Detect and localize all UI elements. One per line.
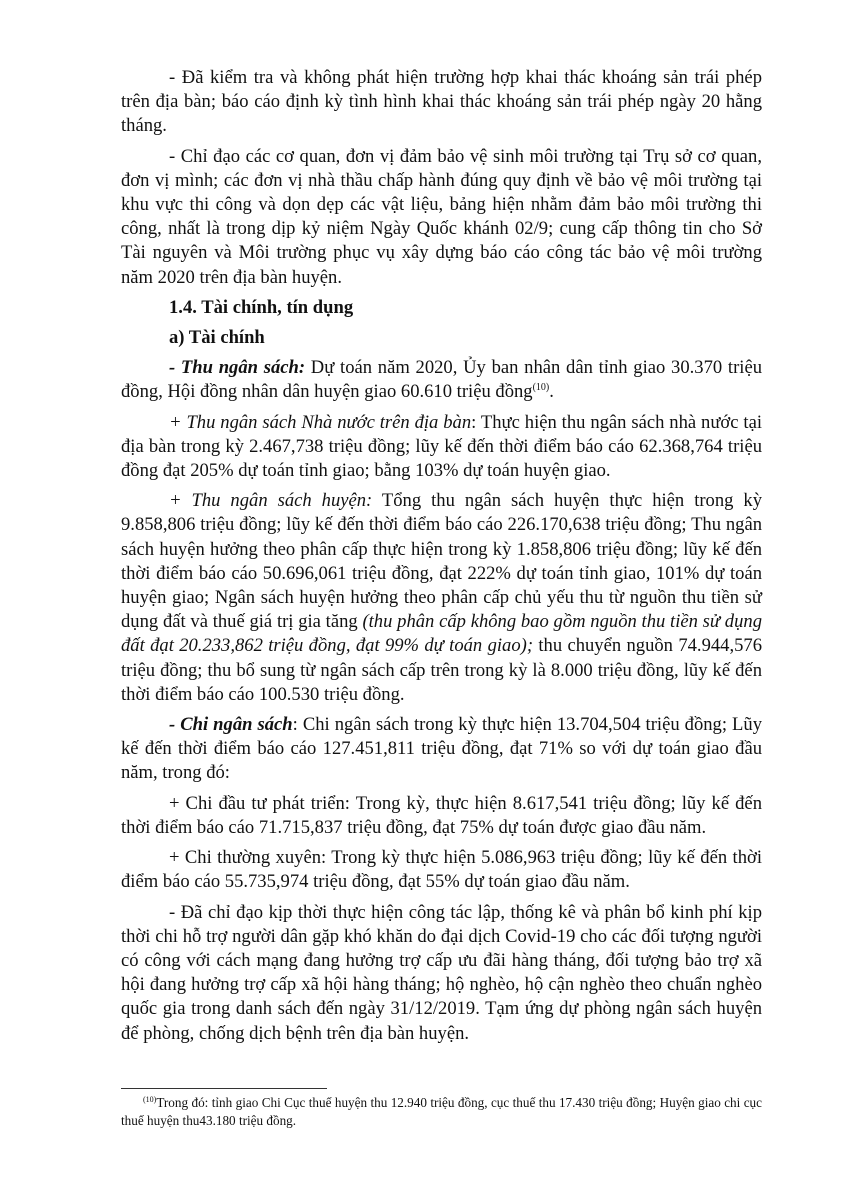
paragraph-investment-expenditure: + Chi đầu tư phát triển: Trong kỳ, thực hiện 8.617,541 triệu đồng; lũy kế đến thời điểm báo cáo 71.715,837 triệu đồng, đạt 75% dự toán được giao đầu năm. [121,792,762,838]
paragraph-recurrent-expenditure: + Chi thường xuyên: Trong kỳ thực hiện 5.086,963 triệu đồng; lũy kế đến thời điểm báo cáo 55.735,974 triệu đồng, đạt 55% dự toán giao đầu năm. [121,847,762,893]
state-budget-label: + Thu ngân sách Nhà nước trên địa bàn [169,411,472,433]
district-budget-label: + Thu ngân sách huyện: [169,490,373,512]
subsection-heading-finance: a) Tài chính [169,327,265,349]
paragraph-environment: - Chỉ đạo các cơ quan, đơn vị đảm bảo vệ sinh môi trường tại Trụ sở cơ quan, đơn vị mình; các đơn vị nhà thầu chấp hành đúng quy định về bảo vệ môi trường tại khu vực thi công và dọn dẹp các vật liệu, bảng hiện nhằm đảm bảo môi trường thi công, nhất là trong dịp kỷ niệm Ngày Quốc khánh 02/9; cung cấp thông tin cho Sở Tài nguyên và Môi trường phục vụ xây dựng báo cáo công tác bảo vệ môi trường năm 2020 trên địa bàn huyện. [121,145,762,288]
budget-expenditure-text: : Chi ngân sách trong kỳ thực hiện 13.704,504 triệu đồng; Lũy kế đến thời điểm báo cáo 127.451,811 triệu đồng, đạt 71% so với dự toán giao đầu năm, trong đó: [121,714,763,784]
footnote-text: Trong đó: tỉnh giao Chi Cục thuế huyện thu 12.940 triệu đồng, cục thuế thu 17.430 triệu đồng; Huyện giao chi cục thuế huyện thu43.180 triệu đồng. [121,1095,762,1128]
budget-revenue-text: Dự toán năm 2020, Ủy ban nhân dân tỉnh giao 30.370 triệu đồng, Hội đồng nhân dân huyện giao 60.610 triệu đồng [121,357,762,403]
state-budget-text: : Thực hiện thu ngân sách nhà nước tại địa bàn trong kỳ 2.467,738 triệu đồng; lũy kế đến thời điểm báo cáo 62.368,764 triệu đồng đạt 205% dự toán tỉnh giao; bằng 103% dự toán huyện giao. [121,411,762,482]
district-budget-note: (thu phân cấp không bao gồm nguồn thu tiền sử dụng đất đạt 20.233,862 triệu đồng, đạt 99% dự toán giao); [121,611,762,657]
footnote-ref[interactable]: (10) [532,382,550,394]
footnote [121,1094,762,1130]
paragraph-district-budget-revenue [121,489,762,707]
section-heading-finance-credit: 1.4. Tài chính, tín dụng [169,296,354,318]
budget-revenue-end: . [549,381,554,403]
footnote-separator [121,1088,327,1089]
district-budget-end: thu chuyển nguồn 74.944,576 triệu đồng; thu bổ sung từ ngân sách cấp trên trong kỳ là 8.000 triệu đồng, lũy kế đến thời điểm báo cáo 100.530 triệu đồng. [121,635,762,705]
paragraph-covid-support: - Đã chỉ đạo kịp thời thực hiện công tác lập, thống kê và phân bổ kinh phí kịp thời chi hỗ trợ người dân gặp khó khăn do đại dịch Covid-19 cho các đối tượng người có công với cách mạng đang hưởng trợ cấp ưu đãi hàng tháng, đối tượng bảo trợ xã hội đang hưởng trợ cấp xã hội hàng tháng; hộ nghèo, hộ cận nghèo theo chuẩn nghèo quốc gia trong danh sách đến ngày 31/12/2019. Tạm ứng dự phòng ngân sách huyện để phòng, chống dịch bệnh trên địa bàn huyện. [121,901,762,1044]
district-budget-text: Tổng thu ngân sách huyện thực hiện trong kỳ 9.858,806 triệu đồng; lũy kế đến thời điểm báo cáo 226.170,638 triệu đồng; Thu ngân sách huyện hưởng theo phân cấp thực hiện trong kỳ 1.858,806 triệu đồng; lũy kế đến thời điểm báo cáo 50.696,061 triệu đồng, đạt 222% dự toán tỉnh giao, 101% dự toán huyện giao; Ngân sách huyện hưởng theo phân cấp chủ yếu thu từ nguồn thu tiền sử dụng đất và thuế giá trị gia tăng [121,490,763,633]
footnote-mark: (10) [143,1095,157,1104]
paragraph-budget-revenue [121,356,762,404]
budget-expenditure-label: - Chi ngân sách [169,714,293,736]
paragraph-mineral-inspection: - Đã kiểm tra và không phát hiện trường hợp khai thác khoáng sản trái phép trên địa bàn; báo cáo định kỳ tình hình khai thác khoáng sản trái phép ngày 20 hằng tháng. [121,67,762,137]
body-text [121,66,762,1052]
paragraph-state-budget-revenue [121,411,762,484]
paragraph-budget-expenditure [121,713,762,786]
budget-revenue-label: - Thu ngân sách: [169,357,306,379]
